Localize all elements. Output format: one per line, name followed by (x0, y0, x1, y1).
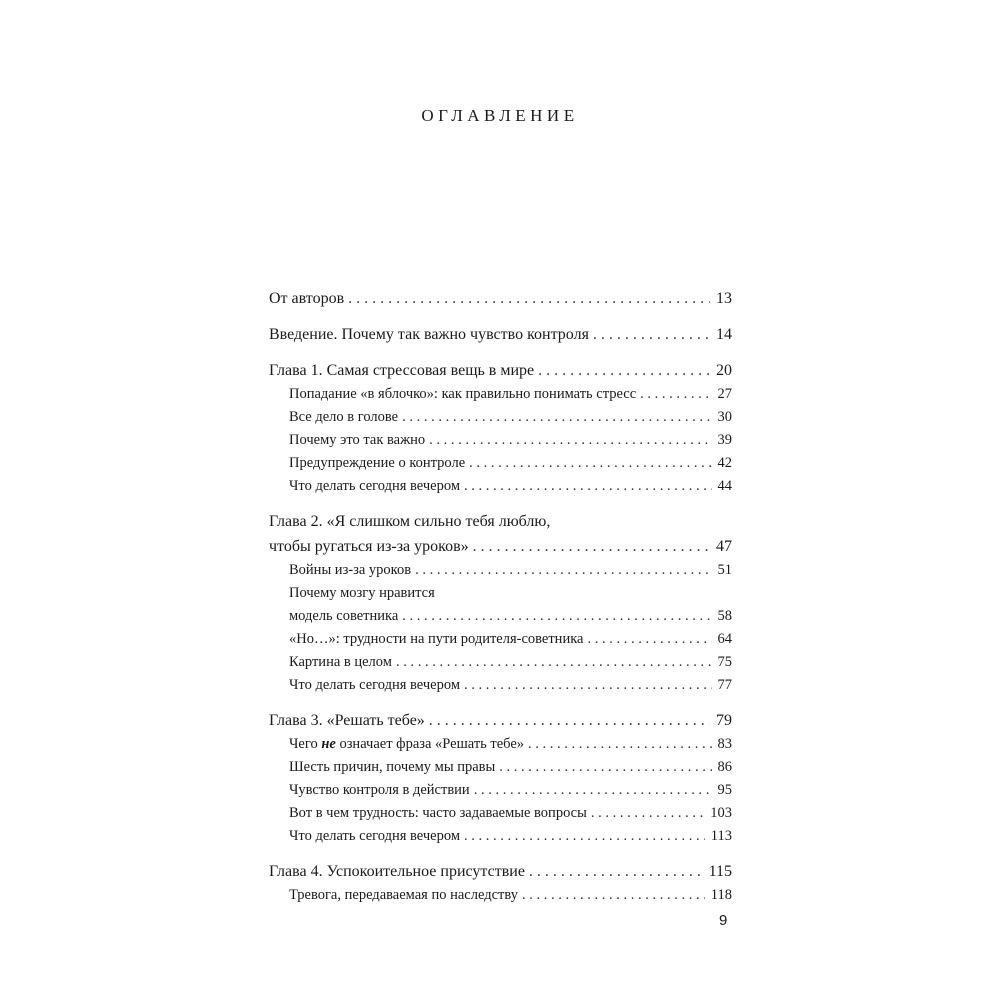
toc-entry-title: Шесть причин, почему мы правы (289, 759, 496, 775)
toc-section-entry[interactable] (269, 651, 732, 674)
toc-entry-title: Чувство контроля в действии (289, 782, 470, 798)
toc-section-entry[interactable] (269, 383, 732, 406)
page-title: ОГЛАВЛЕНИЕ (421, 106, 579, 125)
toc-chapter-entry[interactable] (269, 859, 732, 884)
toc-chapter-entry[interactable] (269, 358, 732, 383)
toc-dot-leader (402, 605, 711, 628)
toc-dot-leader (429, 708, 710, 733)
toc-dot-leader (348, 286, 710, 311)
toc-dot-leader (415, 559, 711, 582)
toc-section-entry[interactable] (269, 756, 732, 779)
toc-entry-page: 64 (717, 631, 732, 647)
toc-entry-title: Почему это так важно (289, 432, 426, 448)
toc-entry-page: 27 (717, 386, 732, 402)
toc-chapter-entry[interactable] (269, 534, 732, 559)
toc-dot-leader (538, 358, 710, 383)
toc-entry-page: 47 (716, 538, 732, 555)
page-number: 9 (719, 912, 728, 929)
toc-chapter-entry[interactable] (269, 286, 732, 311)
toc-entry-title-emphasis: не (321, 736, 336, 752)
toc-entry-page: 79 (716, 712, 732, 729)
toc-entry-title: Картина в целом (289, 654, 392, 670)
toc-entry-page: 58 (717, 608, 732, 624)
toc-section-entry[interactable] (269, 733, 732, 756)
toc-dot-leader (396, 651, 712, 674)
toc-entry-title: Глава 2. «Я слишком сильно тебя люблю, (269, 513, 551, 530)
toc-section-entry[interactable] (269, 605, 732, 628)
toc-entry-title: чтобы ругаться из-за уроков» (269, 538, 469, 555)
toc-section-entry[interactable] (269, 802, 732, 825)
toc-entry-title: Предупреждение о контроле (289, 455, 466, 471)
toc-entry-page: 20 (716, 362, 732, 379)
toc-entry-page: 115 (708, 863, 732, 880)
toc-entry-page: 51 (717, 562, 732, 578)
toc-group (269, 708, 732, 848)
toc-entry-page: 77 (717, 677, 732, 693)
toc-section-entry[interactable] (269, 674, 732, 697)
toc-dot-leader (464, 475, 712, 498)
toc-section-entry[interactable] (269, 406, 732, 429)
toc-dot-leader (402, 406, 711, 429)
toc-section-entry[interactable] (269, 779, 732, 802)
toc-entry-title: Глава 3. «Решать тебе» (269, 712, 425, 729)
toc-group (269, 859, 732, 907)
toc-section-entry[interactable] (269, 628, 732, 651)
toc-section-entry[interactable] (269, 582, 732, 605)
toc-entry-title: модель советника (289, 608, 399, 624)
toc-group (269, 509, 732, 697)
toc-entry-page: 83 (717, 736, 732, 752)
toc-dot-leader (474, 779, 712, 802)
toc-entry-title: «Но…»: трудности на пути родителя-советника (289, 631, 584, 647)
toc-entry-title: Что делать сегодня вечером (289, 677, 460, 693)
toc-entry-page: 75 (717, 654, 732, 670)
toc-dot-leader (591, 802, 704, 825)
toc-entry-title: Что делать сегодня вечером (289, 478, 460, 494)
toc-entry-title: От авторов (269, 290, 345, 307)
toc-entry-page: 44 (717, 478, 732, 494)
toc-chapter-entry[interactable] (269, 708, 732, 733)
toc-entry-page: 42 (717, 455, 732, 471)
toc-dot-leader (593, 322, 710, 347)
toc-dot-leader (429, 429, 711, 452)
toc-entry-page: 118 (710, 887, 732, 903)
toc-entry-title: Глава 1. Самая стрессовая вещь в мире (269, 362, 535, 379)
toc-section-entry[interactable] (269, 452, 732, 475)
toc-dot-leader (464, 825, 705, 848)
toc-dot-leader (469, 452, 711, 475)
toc-section-entry[interactable] (269, 559, 732, 582)
toc-entry-title: Тревога, передаваемая по наследству (289, 887, 518, 903)
toc-dot-leader (529, 859, 703, 884)
toc-entry-title: Войны из-за уроков (289, 562, 412, 578)
toc-entry-title: Вот в чем трудность: часто задаваемые вопросы (289, 805, 587, 821)
toc-chapter-entry[interactable] (269, 509, 732, 534)
toc-entry-title-part: Чего (289, 736, 322, 752)
toc-dot-leader (528, 733, 711, 756)
toc-group (269, 322, 732, 347)
toc-entry-page: 86 (717, 759, 732, 775)
toc-section-entry[interactable] (269, 884, 732, 907)
toc-entry-title: Что делать сегодня вечером (289, 828, 460, 844)
toc-entry-title: Введение. Почему так важно чувство контроля (269, 326, 589, 343)
toc-section-entry[interactable] (269, 429, 732, 452)
table-of-contents (269, 286, 732, 918)
toc-entry-page: 103 (710, 805, 732, 821)
toc-dot-leader (522, 884, 705, 907)
toc-entry-title-part: означает фраза «Решать тебе» (335, 736, 525, 752)
toc-entry-title: Глава 4. Успокоительное присутствие (269, 863, 525, 880)
toc-entry-title: Попадание «в яблочко»: как правильно понимать стресс (289, 386, 637, 402)
toc-section-entry[interactable] (269, 475, 732, 498)
toc-entry-page: 39 (717, 432, 732, 448)
toc-chapter-entry[interactable] (269, 322, 732, 347)
toc-section-entry[interactable] (269, 825, 732, 848)
toc-entry-page: 14 (716, 326, 732, 343)
toc-entry-page: 95 (717, 782, 732, 798)
toc-dot-leader (473, 534, 710, 559)
toc-entry-page: 30 (717, 409, 732, 425)
toc-group (269, 286, 732, 311)
toc-group (269, 358, 732, 498)
toc-entry-page: 113 (710, 828, 732, 844)
toc-dot-leader (499, 756, 711, 779)
toc-entry-title: Все дело в голове (289, 409, 399, 425)
toc-entry-page: 13 (716, 290, 732, 307)
toc-entry-title (289, 733, 524, 756)
toc-dot-leader (640, 383, 711, 406)
toc-dot-leader (587, 628, 711, 651)
toc-entry-title: Почему мозгу нравится (289, 585, 435, 601)
toc-dot-leader (464, 674, 712, 697)
